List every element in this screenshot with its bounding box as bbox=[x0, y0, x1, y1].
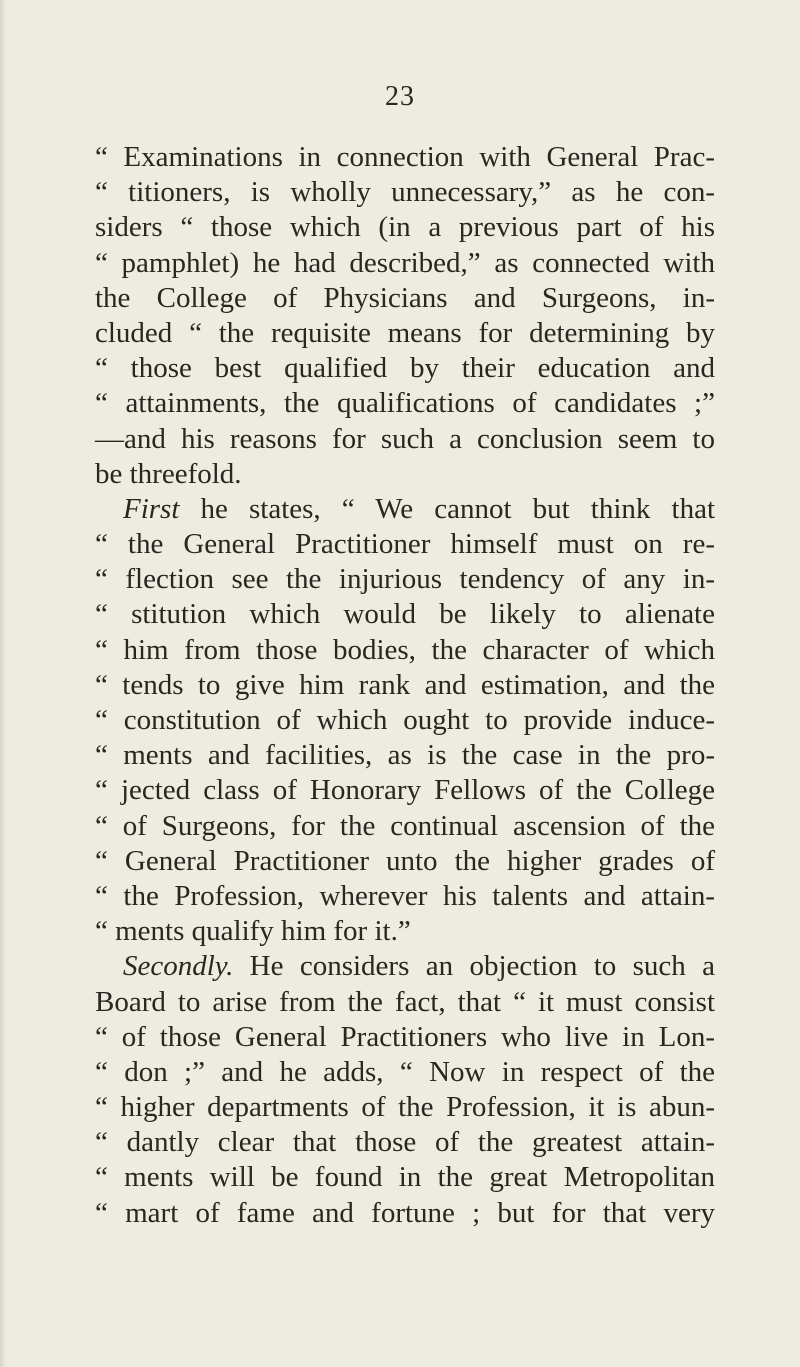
line-text: he states, “ We cannot but think that bbox=[179, 492, 715, 525]
text-line bbox=[95, 738, 715, 773]
line-text: “ jected class of Honorary Fellows of the College bbox=[95, 774, 715, 807]
line-text: “ mart of fame and fortune ; but for that very bbox=[95, 1196, 715, 1229]
text-line bbox=[95, 351, 715, 386]
line-text: “ ments and facilities, as is the case in the pro- bbox=[95, 739, 715, 772]
line-text: “ of Surgeons, for the continual ascension of the bbox=[95, 809, 715, 842]
text-line bbox=[95, 879, 715, 914]
line-text: siders “ those which (in a previous part of his bbox=[95, 211, 715, 244]
line-text: be threefold. bbox=[95, 457, 242, 490]
text-line bbox=[95, 316, 715, 351]
text-line bbox=[95, 773, 715, 808]
line-text: —and his reasons for such a conclusion seem to bbox=[95, 422, 715, 455]
line-text: “ titioners, is wholly unnecessary,” as he con- bbox=[95, 176, 715, 209]
line-text: “ the Profession, wherever his talents and attain- bbox=[95, 879, 715, 912]
text-line bbox=[95, 457, 715, 492]
text-line bbox=[95, 1125, 715, 1160]
line-text: He considers an objection to such a bbox=[233, 950, 715, 983]
text-line bbox=[95, 949, 715, 984]
text-line bbox=[95, 809, 715, 844]
text-line bbox=[95, 527, 715, 562]
line-text: “ ments qualify him for it.” bbox=[95, 915, 411, 948]
line-text: “ tends to give him rank and estimation, and the bbox=[95, 668, 715, 701]
line-text: the College of Physicians and Surgeons, in- bbox=[95, 281, 715, 314]
line-text: Board to arise from the fact, that “ it must consist bbox=[95, 985, 715, 1018]
text-line bbox=[95, 246, 715, 281]
text-line bbox=[95, 562, 715, 597]
page-number: 23 bbox=[385, 81, 415, 112]
line-text: “ constitution of which ought to provide induce- bbox=[95, 704, 715, 736]
text-line bbox=[95, 844, 715, 879]
text-line bbox=[95, 422, 715, 457]
line-text: “ stitution which would be likely to alienate bbox=[95, 598, 715, 631]
line-text: “ ments will be found in the great Metropolitan bbox=[95, 1161, 715, 1194]
text-line bbox=[95, 633, 715, 668]
text-line bbox=[95, 281, 715, 316]
line-text: “ pamphlet) he had described,” as connected with bbox=[95, 246, 715, 279]
text-line bbox=[95, 1020, 715, 1055]
line-text: “ Examinations in connection with General Prac- bbox=[95, 141, 715, 173]
body-text bbox=[95, 140, 715, 1231]
line-text: “ dantly clear that those of the greatest attain- bbox=[95, 1126, 715, 1159]
text-line bbox=[95, 140, 715, 175]
italic-lead-word: First bbox=[123, 492, 180, 525]
text-line bbox=[95, 175, 715, 210]
text-line bbox=[95, 985, 715, 1020]
line-text: cluded “ the requisite means for determining by bbox=[95, 316, 715, 349]
line-text: “ higher departments of the Profession, it is abun- bbox=[95, 1091, 715, 1124]
text-line bbox=[95, 703, 715, 738]
text-line bbox=[95, 1090, 715, 1125]
line-text: “ attainments, the qualifications of candidates ;” bbox=[95, 387, 715, 420]
text-line bbox=[95, 1160, 715, 1195]
text-line bbox=[95, 492, 715, 527]
text-line bbox=[95, 210, 715, 245]
text-line bbox=[95, 914, 715, 949]
line-text: “ the General Practitioner himself must on re- bbox=[95, 528, 715, 561]
line-text: “ General Practitioner unto the higher grades of bbox=[95, 844, 715, 877]
line-text: “ those best qualified by their education and bbox=[95, 352, 715, 385]
line-text: “ of those General Practitioners who live in Lon- bbox=[95, 1020, 715, 1053]
text-line bbox=[95, 668, 715, 703]
text-line bbox=[95, 386, 715, 421]
line-text: “ him from those bodies, the character of which bbox=[95, 633, 715, 666]
text-line bbox=[95, 1196, 715, 1231]
text-line bbox=[95, 597, 715, 632]
text-line bbox=[95, 1055, 715, 1090]
line-text: “ flection see the injurious tendency of any in- bbox=[95, 563, 715, 596]
line-text: “ don ;” and he adds, “ Now in respect of the bbox=[95, 1055, 715, 1088]
page-edge-shadow bbox=[0, 0, 6, 1367]
italic-lead-word: Secondly. bbox=[123, 950, 234, 983]
